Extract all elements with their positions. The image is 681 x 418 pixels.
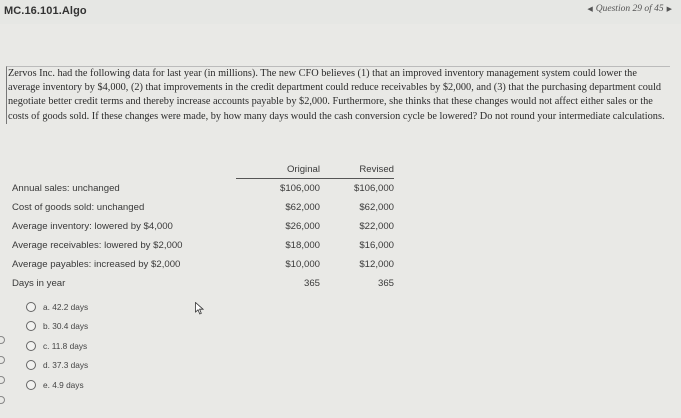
row-label: Cost of goods sold: unchanged: [12, 202, 145, 213]
row-original: $10,000: [285, 259, 320, 270]
row-revised: $22,000: [359, 221, 394, 232]
row-revised: $62,000: [359, 202, 394, 213]
answer-option-c[interactable]: [26, 336, 88, 356]
row-original: 365: [303, 278, 320, 289]
table-row: [12, 274, 394, 293]
table-header-row: [12, 160, 394, 179]
row-original: $26,000: [285, 221, 320, 232]
problem-statement: Zervos Inc. had the following data for last year (in millions). The new CFO believes (1) that an improved inventory management system could lower the average inventory by $4,000, (2) that improvements in the credit department could reduce receivables by $2,000, and (3) that the purchasing department could negotiate better credit terms and thereby increase accounts payable by $2,000. Furthermore, she thinks that these changes would not affect either sales or the costs of goods sold. If these changes were made, by how many days would the cash conversion cycle be lowered? Do not round your intermediate calculations.: [6, 66, 670, 124]
radio-button[interactable]: [26, 302, 36, 312]
row-original: $106,000: [279, 183, 320, 194]
radio-button[interactable]: [26, 321, 36, 331]
row-original: $18,000: [285, 240, 320, 251]
row-revised: 365: [377, 278, 394, 289]
answer-option-b[interactable]: [26, 317, 88, 337]
option-label: b. 30.4 days: [43, 321, 89, 332]
row-label: Days in year: [12, 278, 66, 289]
radio-button[interactable]: [26, 380, 36, 390]
row-revised: $16,000: [359, 240, 394, 251]
row-revised: $12,000: [359, 259, 394, 270]
previous-question-icon[interactable]: ◀: [587, 5, 593, 13]
next-question-icon[interactable]: ▶: [666, 5, 672, 13]
mouse-pointer-icon: [195, 302, 204, 315]
table-header-original: Original: [236, 160, 320, 179]
answer-option-a[interactable]: [26, 297, 88, 317]
table-header-label: [12, 160, 236, 179]
left-gutter: [0, 330, 4, 418]
row-label: Annual sales: unchanged: [12, 182, 120, 194]
answer-option-e[interactable]: [26, 375, 88, 395]
question-id: MC.16.101.Algo: [4, 5, 87, 17]
top-bar: [0, 0, 681, 24]
table-row: [12, 255, 394, 274]
option-label: d. 37.3 days: [43, 360, 89, 371]
row-revised: $106,000: [353, 183, 394, 194]
table-row: [12, 236, 394, 255]
table-row: [12, 198, 394, 217]
answer-options: [26, 297, 88, 395]
radio-button[interactable]: [26, 341, 36, 351]
row-label: Average payables: increased by $2,000: [12, 259, 181, 270]
table-row: [12, 217, 394, 236]
data-table: [12, 160, 394, 293]
question-navigation[interactable]: [584, 4, 675, 14]
row-label: Average receivables: lowered by $2,000: [12, 240, 183, 251]
option-label: c. 11.8 days: [43, 340, 88, 351]
option-label: e. 4.9 days: [43, 379, 84, 390]
answer-option-d[interactable]: [26, 356, 88, 376]
question-counter: Question 29 of 45: [595, 4, 664, 14]
radio-button[interactable]: [26, 360, 36, 370]
option-label: a. 42.2 days: [43, 301, 89, 312]
row-original: $62,000: [285, 202, 320, 213]
table-row: [12, 179, 394, 199]
row-label: Average inventory: lowered by $4,000: [12, 221, 173, 232]
table-header-revised: Revised: [320, 160, 394, 179]
